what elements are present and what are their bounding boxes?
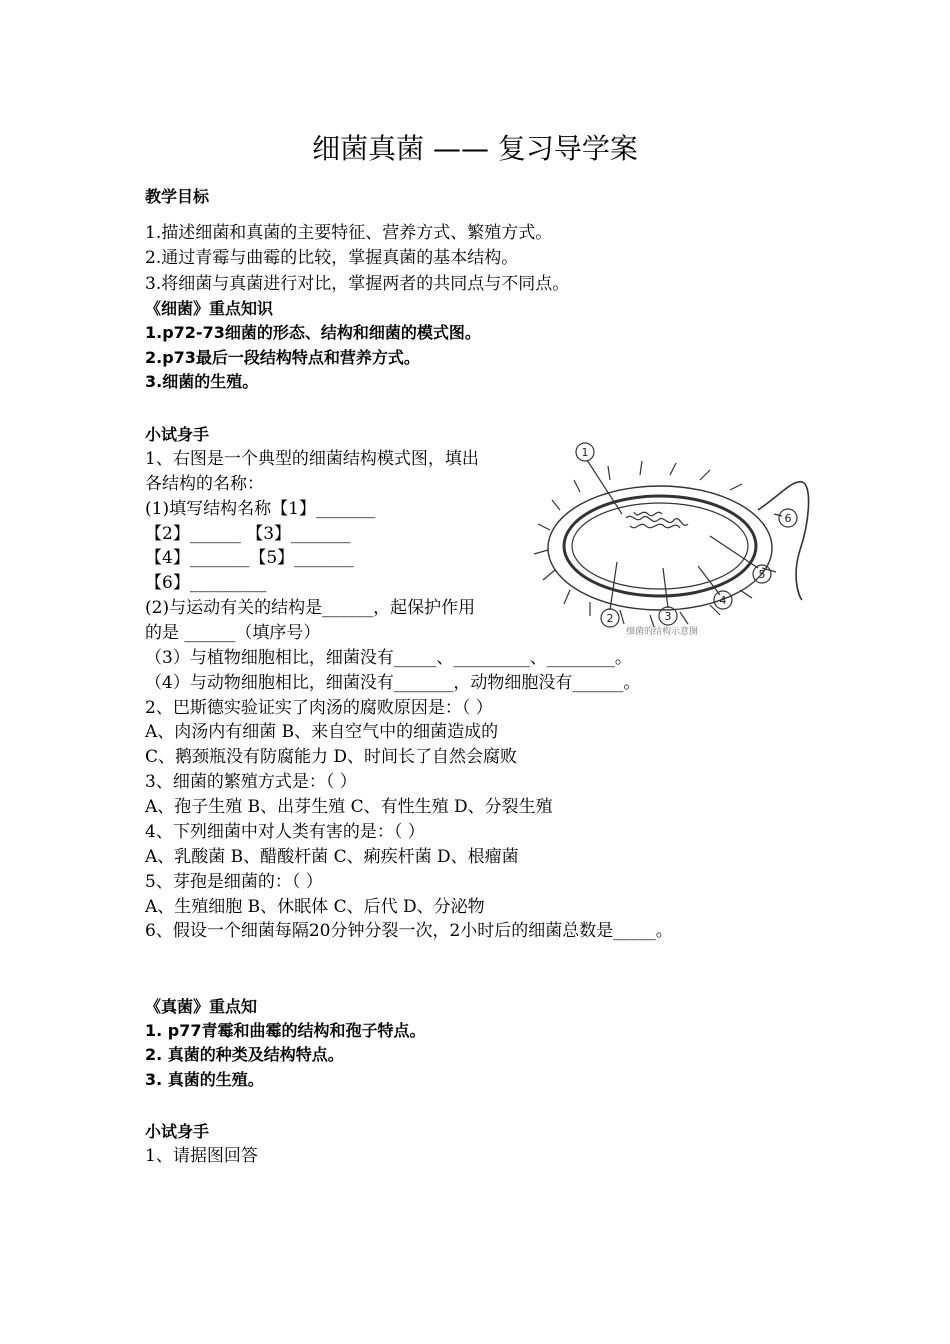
question-line: 的是 ______（填序号） — [145, 623, 321, 643]
bacteria-key-point: 1.p72-73细菌的形态、结构和细菌的模式图。 — [145, 323, 481, 342]
goals-heading: 教学目标 — [145, 187, 210, 206]
answer-options: A、乳酸菌 B、醋酸杆菌 C、痢疾杆菌 D、根瘤菌 — [145, 847, 519, 867]
goal-item: 3.将细菌与真菌进行对比，掌握两者的共同点与不同点。 — [145, 274, 570, 294]
question-line: 1、右图是一个典型的细菌结构模式图，填出 — [145, 449, 479, 469]
fungi-key-point: 2. 真菌的种类及结构特点。 — [145, 1045, 344, 1064]
answer-options: A、肉汤内有细菌 B、来自空气中的细菌造成的 — [145, 722, 499, 742]
diagram-label: 1 — [581, 446, 589, 459]
goal-item: 2.通过青霉与曲霉的比较，掌握真菌的基本结构。 — [145, 248, 519, 268]
practice-heading: 小试身手 — [145, 425, 210, 444]
question-line: 【4】_______【5】_______ — [145, 548, 354, 568]
question-line: 5、芽孢是细菌的：（ ） — [145, 872, 323, 892]
question-line: 【6】_________ — [145, 573, 267, 593]
diagram-caption: 细菌的结构示意图 — [625, 627, 699, 637]
question-line: 1、请据图回答 — [145, 1146, 258, 1166]
practice-heading: 小试身手 — [145, 1122, 210, 1141]
question-line: 各结构的名称： — [145, 474, 264, 494]
diagram-label: 2 — [606, 612, 614, 625]
diagram-label: 6 — [784, 512, 792, 525]
question-line: （4）与动物细胞相比，细菌没有_______，动物细胞没有______。 — [145, 673, 641, 693]
question-line: 2、巴斯德实验证实了肉汤的腐败原因是：（ ） — [145, 698, 493, 718]
bacteria-structure-diagram — [530, 440, 820, 640]
question-line: (2)与运动有关的结构是______，起保护作用 — [145, 598, 476, 618]
bacteria-key-point: 2.p73最后一段结构特点和营养方式。 — [145, 348, 420, 367]
question-line: （3）与植物细胞相比，细菌没有_____、_________、________。 — [145, 648, 632, 668]
fungi-key-point: 3. 真菌的生殖。 — [145, 1070, 264, 1089]
question-line: 6、假设一个细菌每隔20分钟分裂一次，2小时后的细菌总数是_____。 — [145, 921, 673, 941]
diagram-label: 4 — [719, 594, 727, 607]
answer-options: A、孢子生殖 B、出芽生殖 C、有性生殖 D、分裂生殖 — [145, 797, 553, 817]
diagram-label: 5 — [758, 568, 766, 581]
answer-options: A、生殖细胞 B、休眠体 C、后代 D、分泌物 — [145, 897, 485, 917]
question-line: 3、细菌的繁殖方式是：（ ） — [145, 772, 357, 792]
goal-item: 1.描述细菌和真菌的主要特征、营养方式、繁殖方式。 — [145, 223, 553, 243]
answer-options: C、鹅颈瓶没有防腐能力 D、时间长了自然会腐败 — [145, 747, 518, 767]
bacteria-key-point: 3.细菌的生殖。 — [145, 372, 259, 391]
page-title: 细菌真菌 —— 复习导学案 — [312, 132, 638, 165]
question-line: (1)填写结构名称【1】_______ — [145, 499, 376, 519]
question-line: 4、下列细菌中对人类有害的是：（ ） — [145, 822, 425, 842]
diagram-label: 3 — [664, 610, 672, 623]
fungi-key-point: 1. p77青霉和曲霉的结构和孢子特点。 — [145, 1021, 426, 1040]
fungi-heading: 《真菌》重点知 — [145, 997, 258, 1016]
bacteria-heading: 《细菌》重点知识 — [145, 299, 274, 318]
question-line: 【2】______ 【3】_______ — [145, 524, 351, 544]
